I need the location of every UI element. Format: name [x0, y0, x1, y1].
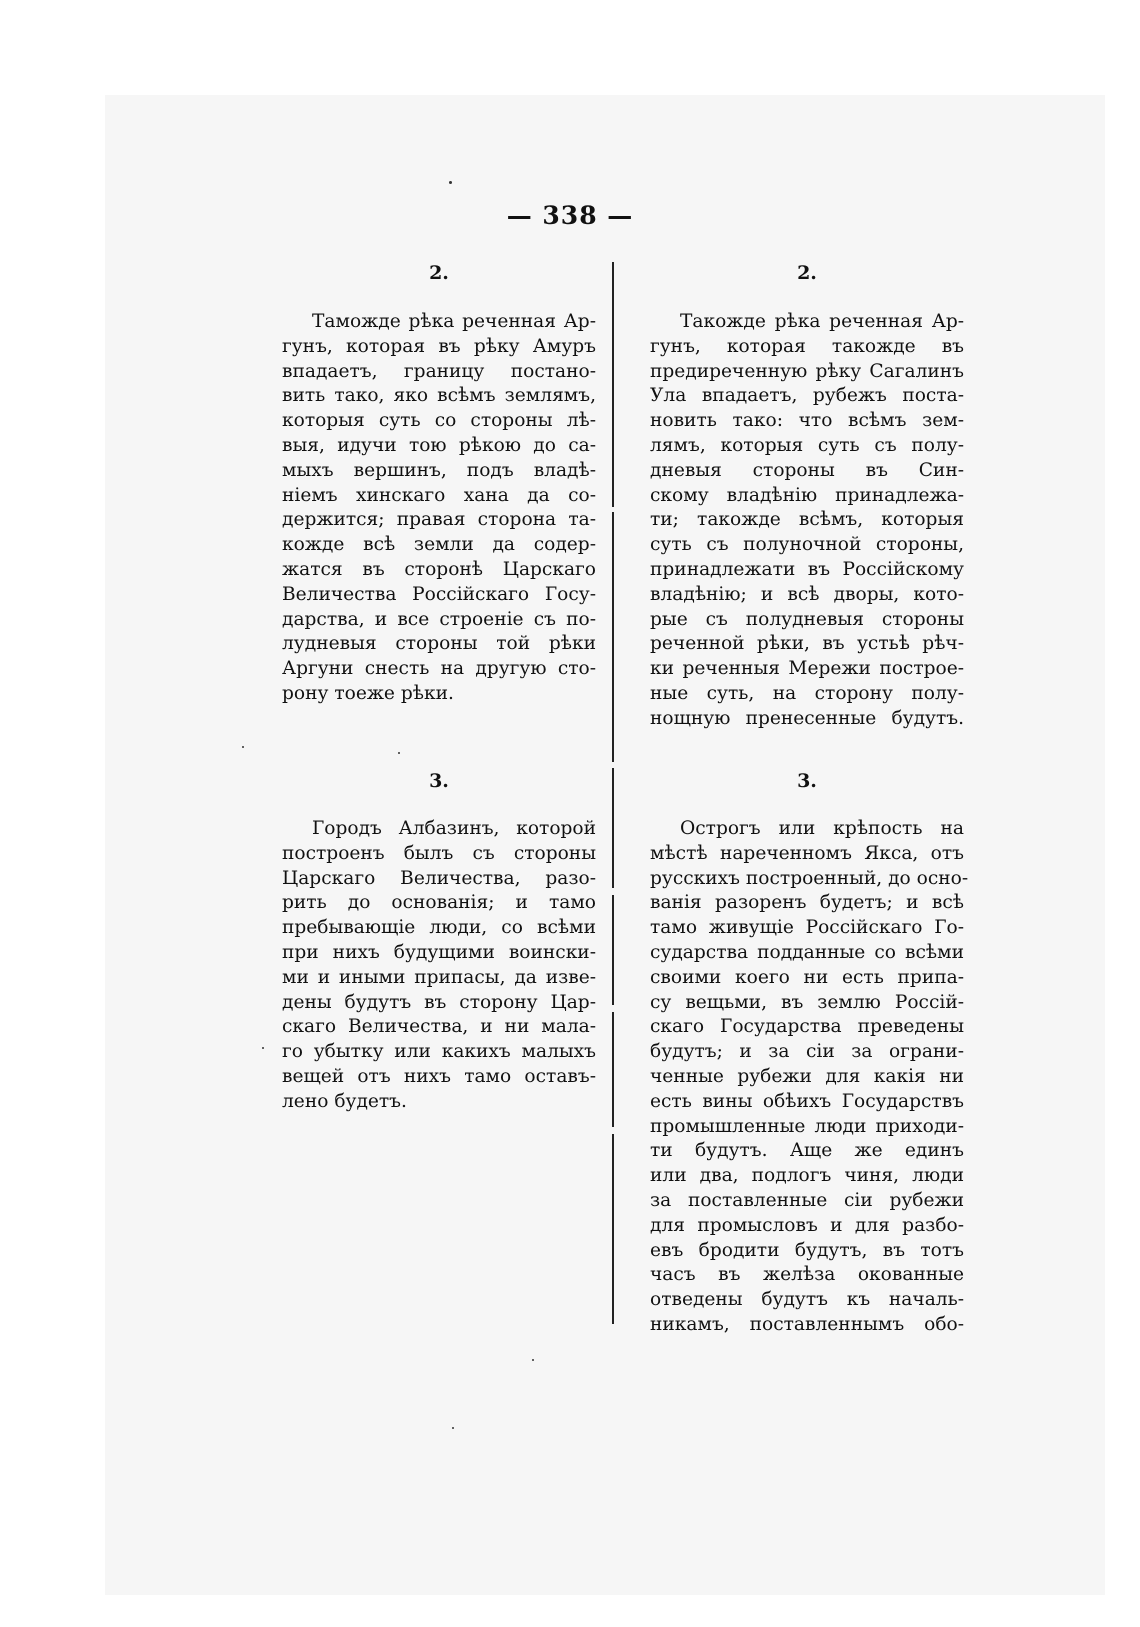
text-line: ки реченныя Мережи построе-: [650, 658, 964, 680]
text-line: евъ бродити будутъ, въ тотъ: [650, 1239, 964, 1261]
article-3-right-text: [650, 817, 969, 1338]
text-line: держится; правая сторона та-: [282, 509, 596, 531]
text-line: пребывающіе люди, со всѣми: [282, 917, 596, 939]
text-line: впадаетъ, границу постано-: [282, 360, 596, 382]
text-line: сударства подданные со всѣми: [650, 941, 964, 963]
text-line: лено будетъ.: [282, 1090, 407, 1112]
text-line: мѣстѣ нареченномъ Якса, отъ: [650, 842, 964, 864]
text-line: для промысловъ и для разбо-: [650, 1214, 964, 1236]
text-line: ченные рубежи для какія ни: [650, 1065, 964, 1087]
scan-speck: [398, 752, 400, 754]
text-line: дены будутъ въ сторону Цар-: [282, 991, 596, 1013]
scan-speck: [452, 1427, 454, 1429]
text-line: ные суть, на сторону полу-: [650, 682, 964, 704]
text-line: ми и иными припасы, да изве-: [282, 966, 596, 988]
text-line: своими коего ни есть припа-: [650, 966, 964, 988]
text-line: предиреченную рѣку Сагалинъ: [650, 360, 964, 382]
text-line: жатся въ сторонѣ Царскаго: [282, 558, 596, 580]
text-line: лямъ, которыя суть съ полу-: [650, 434, 964, 456]
text-line: мыхъ вершинъ, подъ владѣ-: [282, 459, 596, 481]
text-line: Ула впадаетъ, рубежъ поста-: [650, 385, 964, 407]
text-line: рону тоеже рѣки.: [282, 682, 454, 704]
text-line: Такожде рѣка реченная Ар-: [680, 311, 964, 332]
text-line: ти будутъ. Аще же единъ: [650, 1140, 964, 1162]
article-2-left-text: [282, 310, 596, 707]
text-line: ти; такожде всѣмъ, которыя: [650, 509, 964, 531]
scan-speck: [449, 181, 452, 184]
column-divider: [612, 895, 614, 1005]
text-line: ніемъ хинскаго хана да со-: [282, 484, 596, 506]
scan-speck: [532, 1359, 534, 1361]
text-line: нощную пренесенные будутъ.: [650, 707, 964, 729]
text-line: есть вины обѣихъ Государствъ: [650, 1090, 964, 1112]
text-line: вить тако, яко всѣмъ землямъ,: [282, 385, 596, 407]
text-line: русскихъ построенный, до осно-: [650, 867, 969, 889]
page-number: — 338 —: [506, 201, 634, 230]
article-3-number-left: 3.: [429, 770, 449, 792]
text-line: принадлежати въ Россійскому: [650, 558, 964, 580]
text-line: рые съ полудневыя стороны: [650, 608, 964, 630]
scan-speck: [262, 1047, 264, 1049]
text-line: или два, подлогъ чиня, люди: [650, 1165, 964, 1187]
text-line: Таможде рѣка реченная Ар-: [312, 311, 596, 332]
text-line: лудневыя стороны той рѣки: [282, 633, 596, 655]
text-line: будутъ; и за сіи за ограни-: [650, 1041, 964, 1063]
article-3-number-right: 3.: [797, 770, 817, 792]
column-divider: [612, 1012, 614, 1127]
text-line: часъ въ желѣза окованные: [650, 1264, 964, 1286]
text-line: гунъ, которая въ рѣку Амуръ: [282, 335, 596, 357]
text-line: вещей отъ нихъ тамо оставъ-: [282, 1065, 596, 1087]
text-line: никамъ, поставленнымъ обо-: [650, 1313, 964, 1335]
text-line: которыя суть со стороны лѣ-: [282, 410, 596, 432]
text-line: скаго Величества, и ни мала-: [282, 1016, 596, 1038]
text-line: промышленные люди приходи-: [650, 1115, 964, 1137]
text-line: скому владѣнію принадлежа-: [650, 484, 964, 506]
text-line: за поставленные сіи рубежи: [650, 1189, 964, 1211]
text-line: при нихъ будущими воински-: [282, 941, 596, 963]
text-line: Царскаго Величества, разо-: [282, 867, 596, 889]
text-line: тамо живущіе Россійскаго Го-: [650, 917, 964, 939]
text-line: дневыя стороны въ Син-: [650, 459, 964, 481]
text-line: выя, идучи тою рѣкою до са-: [282, 434, 596, 456]
text-line: го убытку или какихъ малыхъ: [282, 1041, 596, 1063]
text-line: гунъ, которая такожде въ: [650, 335, 964, 357]
text-line: Аргуни снесть на другую сто-: [282, 658, 596, 680]
column-divider: [612, 768, 614, 888]
text-line: дарства, и все строеніе съ по-: [282, 608, 596, 630]
text-line: кожде всѣ земли да содер-: [282, 534, 596, 556]
text-line: рить до основанія; и тамо: [282, 892, 596, 914]
column-divider: [612, 512, 614, 762]
text-line: суть съ полуночной стороны,: [650, 534, 964, 556]
article-2-number-right: 2.: [797, 262, 817, 284]
text-line: отведены будутъ къ началь-: [650, 1289, 964, 1311]
text-line: скаго Государства преведены: [650, 1016, 964, 1038]
column-divider: [612, 262, 614, 507]
article-3-left-text: [282, 817, 596, 1115]
article-2-number-left: 2.: [429, 262, 449, 284]
text-line: ванія разоренъ будетъ; и всѣ: [650, 892, 964, 914]
text-line: владѣнію; и всѣ дворы, кото-: [650, 583, 964, 605]
column-divider: [612, 1134, 614, 1324]
text-line: новить тако: что всѣмъ зем-: [650, 410, 964, 432]
text-line: реченной рѣки, въ устьѣ рѣч-: [650, 633, 964, 655]
text-line: Городъ Албазинъ, которой: [312, 818, 596, 839]
text-line: су вещьми, въ землю Россій-: [650, 991, 964, 1013]
text-line: Величества Россійскаго Госу-: [282, 583, 596, 605]
text-line: построенъ былъ съ стороны: [282, 842, 596, 864]
scan-speck: [242, 746, 244, 748]
text-line: Острогъ или крѣпость на: [680, 818, 964, 839]
article-2-right-text: [650, 310, 964, 732]
